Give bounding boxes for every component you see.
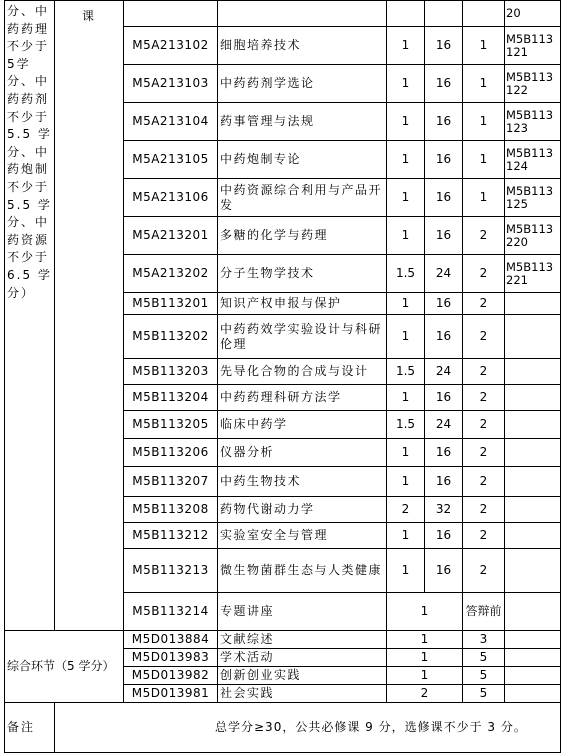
curriculum-table: [4, 0, 561, 753]
course-hours: 32: [425, 497, 463, 523]
course-credit: 1: [387, 217, 425, 255]
course-hours: 24: [425, 411, 463, 439]
course-name: 中药药剂学选论: [218, 65, 387, 103]
remark-label: 备注: [5, 703, 55, 753]
course-hours: 24: [425, 255, 463, 293]
course-name: 先导化合物的合成与设计: [218, 359, 387, 385]
course-credit: 1.5: [387, 411, 425, 439]
course-code: M5A213201: [124, 217, 218, 255]
course-code: M5A213202: [124, 255, 218, 293]
course-hours: 16: [425, 439, 463, 467]
course-name: 中药炮制专论: [218, 141, 387, 179]
course-term: 1: [463, 27, 505, 65]
category-note: 分、中药药理不少于5学分、中药药剂不少于 5.5 学分、中药炮制不少于 5.5 学分、中药资源不少于 6.5 学分）: [5, 1, 55, 631]
course-term: 5: [463, 649, 505, 667]
course-code: M5B113204: [124, 385, 218, 411]
empty-cell: [505, 593, 561, 631]
course-term: 2: [463, 255, 505, 293]
course-credit: [387, 1, 425, 27]
course-credit: 1: [387, 141, 425, 179]
course-term: 2: [463, 359, 505, 385]
course-hours: 16: [425, 467, 463, 497]
course-term: 2: [463, 439, 505, 467]
course-code-alt: [505, 523, 561, 549]
course-credit: 1: [387, 593, 463, 631]
course-code-alt: [505, 497, 561, 523]
course-term: 1: [463, 179, 505, 217]
course-code-alt: 20: [505, 1, 561, 27]
course-name: 社会实践: [218, 685, 387, 703]
course-code-alt: [505, 467, 561, 497]
course-name: 多糖的化学与药理: [218, 217, 387, 255]
course-term: 5: [463, 667, 505, 685]
course-credit: 1.5: [387, 255, 425, 293]
course-code-alt: [505, 315, 561, 359]
course-name: 中药药理科研方法学: [218, 385, 387, 411]
course-code-alt: [505, 411, 561, 439]
course-term: 2: [463, 497, 505, 523]
course-code: M5A213105: [124, 141, 218, 179]
course-hours: 24: [425, 359, 463, 385]
course-credit: 2: [387, 497, 425, 523]
course-term: 2: [463, 467, 505, 497]
comprehensive-label: 综合环节（5 学分）: [5, 631, 124, 703]
course-code: M5B113202: [124, 315, 218, 359]
course-credit: 1.5: [387, 359, 425, 385]
course-term: 2: [463, 523, 505, 549]
course-code: M5B113212: [124, 523, 218, 549]
course-hours: 16: [425, 293, 463, 315]
course-name: 分子生物学技术: [218, 255, 387, 293]
course-code-alt: M5B113220: [505, 217, 561, 255]
course-term: 2: [463, 411, 505, 439]
course-hours: 16: [425, 315, 463, 359]
course-credit: 2: [387, 685, 463, 703]
course-credit: 1: [387, 439, 425, 467]
table-row: [5, 1, 561, 27]
course-term: 2: [463, 549, 505, 593]
course-name: 专题讲座: [218, 593, 387, 631]
course-term: 2: [463, 217, 505, 255]
course-term: 3: [463, 631, 505, 649]
course-credit: 1: [387, 523, 425, 549]
course-name: 中药药效学实验设计与科研伦理: [218, 315, 387, 359]
course-name: 中药生物技术: [218, 467, 387, 497]
course-term: 1: [463, 103, 505, 141]
course-term: 5: [463, 685, 505, 703]
course-code: M5B113207: [124, 467, 218, 497]
course-type-label: 课: [55, 1, 124, 631]
empty-cell: [505, 667, 561, 685]
course-name: 微生物菌群生态与人类健康: [218, 549, 387, 593]
course-code-alt: M5B113125: [505, 179, 561, 217]
course-term: [463, 1, 505, 27]
course-term: 2: [463, 293, 505, 315]
course-code: M5B113206: [124, 439, 218, 467]
course-term: 1: [463, 65, 505, 103]
course-name: 中药资源综合利用与产品开发: [218, 179, 387, 217]
empty-cell: [505, 685, 561, 703]
empty-cell: [505, 631, 561, 649]
course-credit: 1: [387, 649, 463, 667]
course-code-alt: M5B113123: [505, 103, 561, 141]
course-hours: 16: [425, 385, 463, 411]
course-name: 临床中药学: [218, 411, 387, 439]
course-code: M5B113205: [124, 411, 218, 439]
course-credit: 1: [387, 549, 425, 593]
course-hours: 16: [425, 103, 463, 141]
course-code: [124, 1, 218, 27]
course-code: M5B113208: [124, 497, 218, 523]
course-code: M5B113201: [124, 293, 218, 315]
course-code-alt: M5B113221: [505, 255, 561, 293]
course-name: 仪器分析: [218, 439, 387, 467]
course-code: M5B113203: [124, 359, 218, 385]
remark-text: 总学分≥30，公共必修课 9 分，选修课不少于 3 分。: [55, 703, 561, 753]
course-name: [218, 1, 387, 27]
course-term: 答辩前: [463, 593, 505, 631]
course-code-alt: M5B113122: [505, 65, 561, 103]
course-name: 知识产权申报与保护: [218, 293, 387, 315]
course-code: M5D013983: [124, 649, 218, 667]
course-name: 药物代谢动力学: [218, 497, 387, 523]
course-credit: 1: [387, 293, 425, 315]
course-credit: 1: [387, 179, 425, 217]
course-credit: 1: [387, 385, 425, 411]
course-code: M5D013884: [124, 631, 218, 649]
course-term: 2: [463, 385, 505, 411]
course-code: M5A213106: [124, 179, 218, 217]
course-credit: 1: [387, 467, 425, 497]
course-code: M5A213103: [124, 65, 218, 103]
course-credit: 1: [387, 631, 463, 649]
course-credit: 1: [387, 27, 425, 65]
course-term: 2: [463, 315, 505, 359]
course-code-alt: [505, 293, 561, 315]
course-name: 细胞培养技术: [218, 27, 387, 65]
course-credit: 1: [387, 667, 463, 685]
course-code-alt: M5B113124: [505, 141, 561, 179]
course-name: 学术活动: [218, 649, 387, 667]
course-name: 创新创业实践: [218, 667, 387, 685]
course-name: 文献综述: [218, 631, 387, 649]
course-code-alt: [505, 385, 561, 411]
course-name: 药事管理与法规: [218, 103, 387, 141]
course-code-alt: M5B113121: [505, 27, 561, 65]
course-hours: 16: [425, 27, 463, 65]
table-body: [5, 1, 561, 753]
course-name: 实验室安全与管理: [218, 523, 387, 549]
course-hours: 16: [425, 65, 463, 103]
course-code: M5D013981: [124, 685, 218, 703]
course-code: M5A213104: [124, 103, 218, 141]
course-term: 1: [463, 141, 505, 179]
course-credit: 1: [387, 315, 425, 359]
course-hours: 16: [425, 217, 463, 255]
empty-cell: [505, 649, 561, 667]
course-code: M5A213102: [124, 27, 218, 65]
course-hours: 16: [425, 549, 463, 593]
course-code: M5D013982: [124, 667, 218, 685]
course-credit: 1: [387, 103, 425, 141]
course-credit: 1: [387, 65, 425, 103]
course-hours: 16: [425, 523, 463, 549]
course-code: M5B113214: [124, 593, 218, 631]
course-hours: [425, 1, 463, 27]
course-code-alt: [505, 549, 561, 593]
remark-row: [5, 703, 561, 753]
course-code-alt: [505, 359, 561, 385]
course-code: M5B113213: [124, 549, 218, 593]
course-hours: 16: [425, 141, 463, 179]
course-code-alt: [505, 439, 561, 467]
course-hours: 16: [425, 179, 463, 217]
table-row: [5, 631, 561, 649]
